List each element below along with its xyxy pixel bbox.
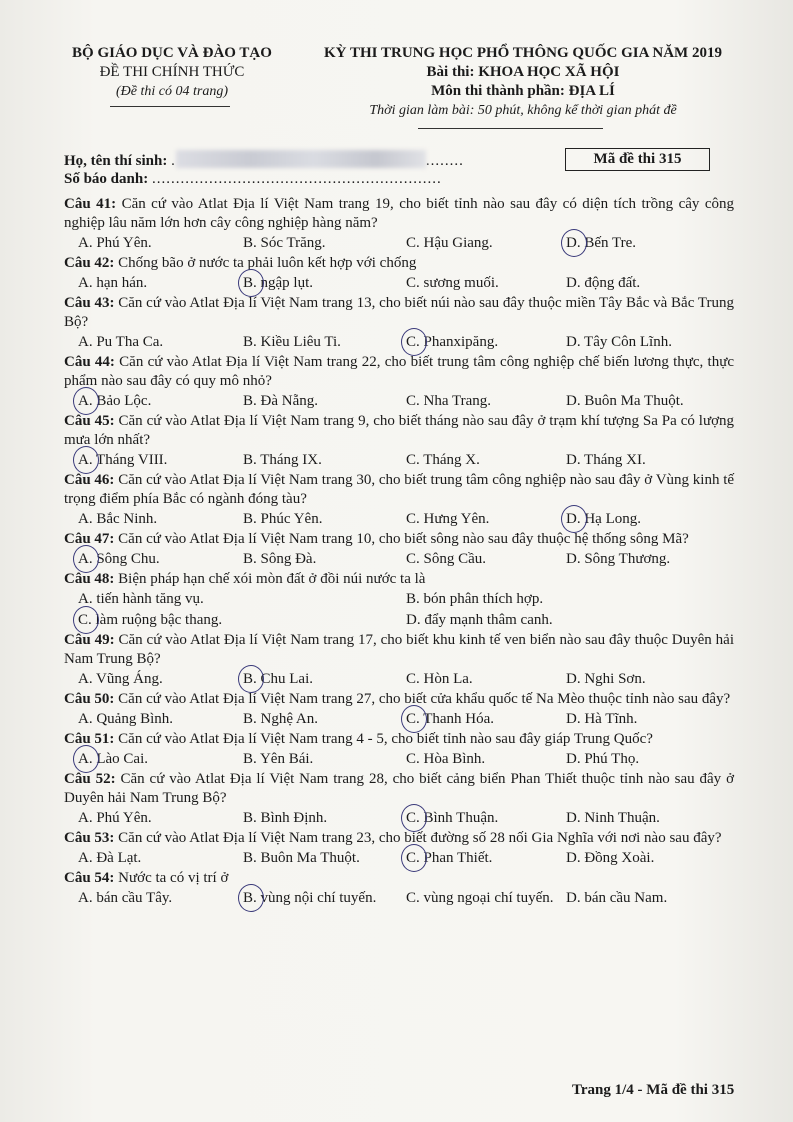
- answer-option[interactable]: [566, 549, 670, 570]
- answer-option-text: D. Ninh Thuận.: [566, 810, 660, 826]
- option-row: [64, 589, 734, 610]
- answer-option-text: A. Bắc Ninh.: [78, 511, 158, 527]
- answer-option[interactable]: [78, 669, 163, 690]
- answer-option-text: C. làm ruộng bậc thang.: [78, 612, 223, 628]
- pages-note: (Đề thi có 04 trang): [116, 84, 228, 99]
- option-row: [64, 888, 734, 909]
- answer-option-text: A. Phú Yên.: [78, 235, 152, 251]
- answer-option-text: B. Bình Định.: [243, 810, 328, 826]
- header-right: [298, 44, 748, 120]
- ministry-name: BỘ GIÁO DỤC VÀ ĐÀO TẠO: [72, 45, 272, 61]
- question-list: [64, 195, 734, 909]
- answer-option-text: B. vùng nội chí tuyến.: [243, 890, 377, 906]
- option-row: [64, 273, 734, 294]
- answer-option[interactable]: [566, 332, 672, 353]
- answer-option-text: C. Phan Thiết.: [406, 850, 493, 866]
- answer-option-text: B. Đà Nẵng.: [243, 393, 318, 409]
- answer-option-text: D. Bến Tre.: [566, 235, 637, 251]
- answer-option-text: C. Hòn La.: [406, 671, 473, 687]
- candidate-id-label: Số báo danh:: [64, 171, 149, 187]
- candidate-name-line: Họ, tên thí sinh: . ........: [64, 150, 464, 170]
- header-right-rule: [418, 128, 603, 129]
- answer-option[interactable]: [566, 749, 639, 770]
- answer-option[interactable]: [243, 848, 360, 869]
- answer-option[interactable]: [78, 233, 152, 254]
- answer-option[interactable]: [566, 273, 640, 294]
- answer-option-text: D. Phú Thọ.: [566, 751, 640, 767]
- answer-option-text: B. Phúc Yên.: [243, 511, 323, 527]
- answer-option[interactable]: [243, 233, 326, 254]
- question-body: Căn cứ vào Atlat Địa lí Việt Nam trang 23, cho biết đường số 28 nối Gia Nghĩa với nơi nào sau đây?: [118, 830, 722, 846]
- answer-option-text: D. Hà Tĩnh.: [566, 711, 638, 727]
- answer-option-text: A. Pu Tha Ca.: [78, 334, 164, 350]
- answer-option[interactable]: [406, 808, 498, 829]
- question-body: Căn cứ vào Atlat Địa lí Việt Nam trang 27, cho biết cửa khẩu quốc tế Na Mèo thuộc tỉnh nào sau đây?: [118, 691, 731, 707]
- question-number: Câu 53:: [64, 830, 115, 846]
- answer-option[interactable]: [566, 808, 660, 829]
- answer-option-text: A. Quảng Bình.: [78, 711, 173, 727]
- answer-option-text: C. Hậu Giang.: [406, 235, 493, 251]
- question-text: [64, 353, 734, 391]
- answer-option-text: B. Nghệ An.: [243, 711, 318, 727]
- question-body: Chống bão ở nước ta phải luôn kết hợp với chống: [118, 255, 417, 271]
- answer-option-text: C. Thanh Hóa.: [406, 711, 495, 727]
- answer-option[interactable]: [243, 549, 316, 570]
- question-text: [64, 530, 734, 549]
- question-body: Biện pháp hạn chế xói mòn đất ở đồi núi nước ta là: [118, 571, 426, 587]
- question: [64, 254, 734, 294]
- answer-option[interactable]: [243, 669, 313, 690]
- answer-option-text: B. Yên Bái.: [243, 751, 314, 767]
- answer-option[interactable]: [566, 233, 636, 254]
- answer-option-text: D. Đồng Xoài.: [566, 850, 655, 866]
- answer-option[interactable]: [566, 848, 654, 869]
- question: [64, 829, 734, 869]
- question-text: [64, 829, 734, 848]
- question-number: Câu 52:: [64, 771, 116, 787]
- question: [64, 770, 734, 829]
- answer-option-text: C. sương muối.: [406, 275, 499, 291]
- answer-option-text: D. Nghi Sơn.: [566, 671, 646, 687]
- page-footer: Trang 1/4 - Mã đề thi 315: [572, 1082, 735, 1098]
- answer-option[interactable]: [406, 749, 485, 770]
- official-label: ĐỀ THI CHÍNH THỨC: [99, 64, 245, 80]
- question: [64, 690, 734, 730]
- answer-option[interactable]: [406, 549, 486, 570]
- answer-option-text: D. bán cầu Nam.: [566, 890, 668, 906]
- answer-option[interactable]: [566, 669, 646, 690]
- answer-option[interactable]: [566, 709, 637, 730]
- question-text: [64, 195, 734, 233]
- answer-option-text: D. đẩy mạnh thâm canh.: [406, 612, 553, 628]
- question-number: Câu 54:: [64, 870, 115, 886]
- subject-line: Bài thi: KHOA HỌC XÃ HỘI: [426, 64, 620, 80]
- question-number: Câu 41:: [64, 196, 117, 212]
- question-body: Căn cứ vào Atlat Địa lí Việt Nam trang 10, cho biết sông nào sau đây thuộc hệ thống sông Mã?: [118, 531, 689, 547]
- question: [64, 530, 734, 570]
- answer-option[interactable]: [566, 888, 667, 909]
- exam-code-box: Mã đề thi 315: [565, 148, 710, 171]
- answer-option-text: C. Hưng Yên.: [406, 511, 490, 527]
- question-body: Căn cứ vào Atlat Địa lí Việt Nam trang 19, cho biết tỉnh nào sau đây có diện tích trồng cây công nghiệp lâu năm lớn hơn cây công nghiệp hàng năm?: [64, 196, 735, 231]
- option-row: [64, 233, 734, 254]
- answer-option-text: B. Sông Đà.: [243, 551, 317, 567]
- answer-option-text: D. Hạ Long.: [566, 511, 641, 527]
- answer-option-text: D. động đất.: [566, 275, 641, 291]
- option-row: [64, 808, 734, 829]
- header-left: [52, 44, 292, 101]
- question: [64, 353, 734, 412]
- answer-option-text: C. vùng ngoại chí tuyến.: [406, 890, 554, 906]
- question: [64, 294, 734, 353]
- answer-option[interactable]: [406, 450, 480, 471]
- answer-option-text: B. Chu Lai.: [243, 671, 313, 687]
- answer-option-text: C. Phanxipăng.: [406, 334, 499, 350]
- question-text: [64, 869, 734, 888]
- answer-option-text: A. Lào Cai.: [78, 751, 148, 767]
- answer-option-text: A. Sông Chu.: [78, 551, 160, 567]
- component-line: Môn thi thành phần: ĐỊA LÍ: [431, 83, 615, 99]
- question-body: Căn cứ vào Atlat Địa lí Việt Nam trang 13, cho biết núi nào sau đây thuộc miền Tây Bắc và Bắc Trung Bộ?: [64, 295, 735, 330]
- answer-option-text: C. Bình Thuận.: [406, 810, 499, 826]
- answer-option-text: C. Nha Trang.: [406, 393, 492, 409]
- option-row: [64, 332, 734, 353]
- answer-option-text: A. bán cầu Tây.: [78, 890, 173, 906]
- answer-option[interactable]: [78, 610, 222, 631]
- question: [64, 195, 734, 254]
- answer-option[interactable]: [243, 391, 318, 412]
- answer-option[interactable]: [243, 709, 318, 730]
- answer-option-text: B. bón phân thích hợp.: [406, 591, 544, 607]
- question-text: [64, 254, 734, 273]
- question-number: Câu 47:: [64, 531, 115, 547]
- answer-option[interactable]: [406, 233, 493, 254]
- answer-option[interactable]: [78, 808, 152, 829]
- answer-option[interactable]: [406, 509, 489, 530]
- answer-option[interactable]: [78, 589, 204, 610]
- question-number: Câu 48:: [64, 571, 115, 587]
- answer-option-text: B. Kiều Liêu Ti.: [243, 334, 341, 350]
- answer-option-text: B. Buôn Ma Thuột.: [243, 850, 360, 866]
- question-text: [64, 770, 734, 808]
- question-number: Câu 51:: [64, 731, 115, 747]
- answer-option-text: A. Đà Lạt.: [78, 850, 142, 866]
- answer-option[interactable]: [78, 709, 173, 730]
- answer-option[interactable]: [78, 549, 160, 570]
- question-number: Câu 42:: [64, 255, 115, 271]
- answer-option-text: D. Tây Côn Lĩnh.: [566, 334, 672, 350]
- option-row: [64, 509, 734, 530]
- question: [64, 869, 734, 909]
- question-body: Căn cứ vào Atlat Địa lí Việt Nam trang 17, cho biết khu kinh tế ven biển nào sau đây thuộc Duyên hải Nam Trung Bộ?: [64, 632, 735, 667]
- answer-option[interactable]: [406, 610, 553, 631]
- answer-option-text: A. tiến hành tăng vụ.: [78, 591, 204, 607]
- answer-option-text: C. Sông Cầu.: [406, 551, 487, 567]
- answer-option-text: C. Tháng X.: [406, 452, 480, 468]
- option-row: [64, 749, 734, 770]
- answer-option[interactable]: [406, 709, 494, 730]
- answer-option[interactable]: [78, 450, 167, 471]
- question-number: Câu 44:: [64, 354, 115, 370]
- answer-option-text: B. Tháng IX.: [243, 452, 322, 468]
- answer-option[interactable]: [243, 273, 313, 294]
- question-body: Căn cứ vào Atlat Địa lí Việt Nam trang 22, cho biết trung tâm công nghiệp chế biến lương thực, thực phẩm nào sau đây có quy mô nhỏ?: [64, 354, 735, 389]
- answer-option[interactable]: [243, 450, 322, 471]
- question-text: [64, 294, 734, 332]
- answer-option-text: A. Vũng Áng.: [78, 671, 163, 687]
- answer-option-text: A. hạn hán.: [78, 275, 148, 291]
- question: [64, 412, 734, 471]
- answer-option[interactable]: [78, 848, 141, 869]
- answer-option[interactable]: [78, 332, 163, 353]
- candidate-id-line: Số báo danh: .............................................................: [64, 171, 442, 187]
- question: [64, 631, 734, 690]
- question-text: [64, 471, 734, 509]
- option-row: [64, 450, 734, 471]
- answer-option[interactable]: [406, 332, 498, 353]
- answer-option-text: D. Buôn Ma Thuột.: [566, 393, 684, 409]
- answer-option[interactable]: [566, 391, 684, 412]
- question-number: Câu 50:: [64, 691, 115, 707]
- question-number: Câu 45:: [64, 413, 115, 429]
- question: [64, 471, 734, 530]
- option-row: [64, 610, 734, 631]
- answer-option[interactable]: [406, 273, 499, 294]
- answer-option[interactable]: [566, 450, 646, 471]
- answer-option[interactable]: [406, 391, 491, 412]
- time-line: Thời gian làm bài: 50 phút, không kể thời gian phát đề: [369, 103, 677, 118]
- answer-option-text: C. Hòa Bình.: [406, 751, 486, 767]
- answer-option[interactable]: [243, 888, 376, 909]
- option-row: [64, 549, 734, 570]
- question-body: Căn cứ vào Atlat Địa lí Việt Nam trang 30, cho biết trung tâm công nghiệp nào sau đây ở Vùng kinh tế trọng điểm phía Bắc có ngành đóng tàu?: [64, 472, 735, 507]
- answer-option[interactable]: [78, 391, 151, 412]
- answer-option-text: A. Bảo Lộc.: [78, 393, 152, 409]
- question: [64, 570, 734, 631]
- answer-option[interactable]: [243, 749, 313, 770]
- question-text: [64, 730, 734, 749]
- question: [64, 730, 734, 770]
- candidate-name-label: Họ, tên thí sinh:: [64, 153, 168, 169]
- question-body: Căn cứ vào Atlat Địa lí Việt Nam trang 28, cho biết cảng biển Phan Thiết thuộc tỉnh nào sau đây ở Duyên hải Nam Trung Bộ?: [64, 771, 735, 806]
- answer-option-text: B. ngập lụt.: [243, 275, 313, 291]
- answer-option-text: A. Phú Yên.: [78, 810, 152, 826]
- answer-option[interactable]: [243, 332, 341, 353]
- option-row: [64, 709, 734, 730]
- question-text: [64, 412, 734, 450]
- question-number: Câu 46:: [64, 472, 115, 488]
- question-body: Căn cứ vào Atlat Địa lí Việt Nam trang 9, cho biết tháng nào sau đây ở trạm khí tượng Sa Pa có lượng mưa lớn nhất?: [64, 413, 735, 448]
- answer-option[interactable]: [406, 888, 553, 909]
- header-left-rule: [110, 106, 230, 107]
- question-number: Câu 49:: [64, 632, 115, 648]
- option-row: [64, 848, 734, 869]
- question-body: Căn cứ vào Atlat Địa lí Việt Nam trang 4 - 5, cho biết tỉnh nào sau đây giáp Trung Quốc?: [118, 731, 653, 747]
- answer-option[interactable]: [406, 669, 473, 690]
- question-text: [64, 690, 734, 709]
- question-text: [64, 631, 734, 669]
- answer-option-text: D. Tháng XI.: [566, 452, 646, 468]
- answer-option[interactable]: [406, 848, 492, 869]
- answer-option[interactable]: [78, 888, 172, 909]
- question-number: Câu 43:: [64, 295, 115, 311]
- question-body: Nước ta có vị trí ở: [118, 870, 229, 886]
- answer-option[interactable]: [566, 509, 641, 530]
- answer-option[interactable]: [243, 509, 322, 530]
- answer-option[interactable]: [406, 589, 543, 610]
- option-row: [64, 391, 734, 412]
- answer-option[interactable]: [243, 808, 327, 829]
- answer-option-text: B. Sóc Trăng.: [243, 235, 326, 251]
- answer-option-text: A. Tháng VIII.: [78, 452, 168, 468]
- answer-option-text: D. Sông Thương.: [566, 551, 671, 567]
- redacted-name: [176, 150, 426, 168]
- exam-title: KỲ THI TRUNG HỌC PHỔ THÔNG QUỐC GIA NĂM 2019: [324, 45, 722, 61]
- question-text: [64, 570, 734, 589]
- answer-option[interactable]: [78, 273, 147, 294]
- answer-option[interactable]: [78, 749, 148, 770]
- option-row: [64, 669, 734, 690]
- answer-option[interactable]: [78, 509, 157, 530]
